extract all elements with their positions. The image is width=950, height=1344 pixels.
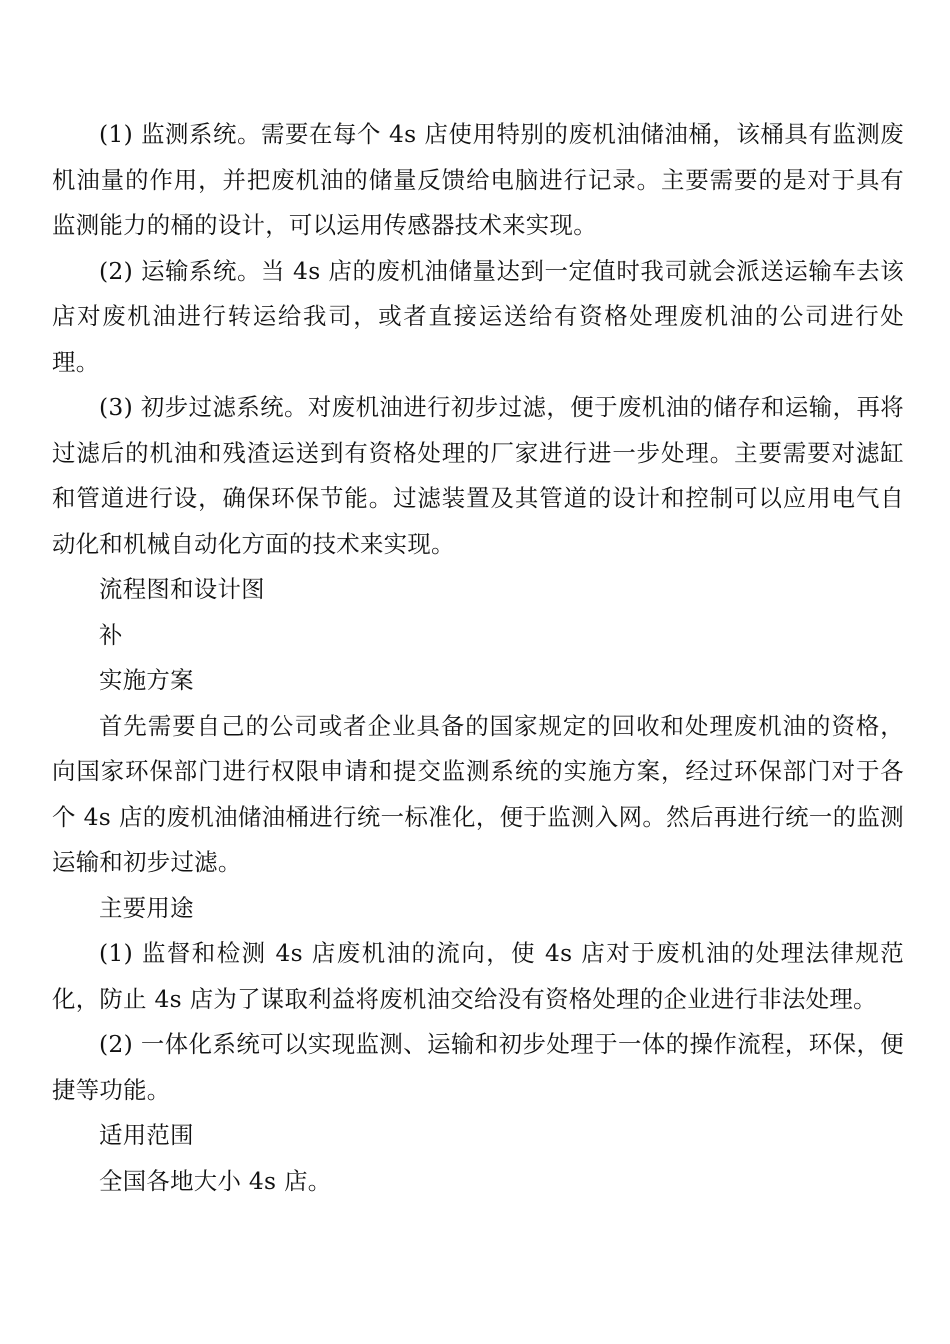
document-body: [52, 112, 904, 1204]
placeholder-text: 补: [99, 620, 123, 649]
paragraph-use-two: (2) 一体化系统可以实现监测、运输和初步处理于一体的操作流程，环保，便捷等功能。: [52, 1030, 904, 1104]
paragraph-transport-system: (2) 运输系统。当 4s 店的废机油储量达到一定值时我司就会派送运输车去该店对废机油进行转运给我司，或者直接运送给有资格处理废机油的公司进行处理。: [52, 256, 904, 376]
paragraph-monitoring-system: (1) 监测系统。需要在每个 4s 店使用特别的废机油储油桶，该桶具有监测废机油量的作用，并把废机油的储量反馈给电脑进行记录。主要需要的是对于具有监测能力的桶的设计，可以运用传感器技术来实现。: [52, 120, 904, 239]
paragraph-filtration-system: (3) 初步过滤系统。对废机油进行初步过滤，便于废机油的储存和运输，再将过滤后的机油和残渣运送到有资格处理的厂家进行进一步处理。主要需要对滤缸和管道进行设，确保环保节能。过滤装置及其管道的设计和控制可以应用电气自动化和机械自动化方面的技术来实现。: [52, 393, 904, 558]
heading-implementation-plan: 实施方案: [99, 666, 194, 694]
heading-flowchart-design: 流程图和设计图: [99, 575, 265, 603]
heading-applicable-scope: 适用范围: [99, 1121, 194, 1149]
heading-main-uses: 主要用途: [99, 893, 194, 922]
paragraph-use-one: (1) 监督和检测 4s 店废机油的流向，使 4s 店对于废机油的处理法律规范化，防止 4s 店为了谋取利益将废机油交给没有资格处理的企业进行非法处理。: [52, 939, 904, 1013]
paragraph-applicable-scope: 全国各地大小 4s 店。: [99, 1166, 332, 1195]
paragraph-implementation-plan: 首先需要自己的公司或者企业具备的国家规定的回收和处理废机油的资格，向国家环保部门进行权限申请和提交监测系统的实施方案，经过环保部门对于各个 4s 店的废机油储油桶进行统一标准化，便于监测入网。然后再进行统一的监测运输和初步过滤。: [52, 711, 904, 876]
